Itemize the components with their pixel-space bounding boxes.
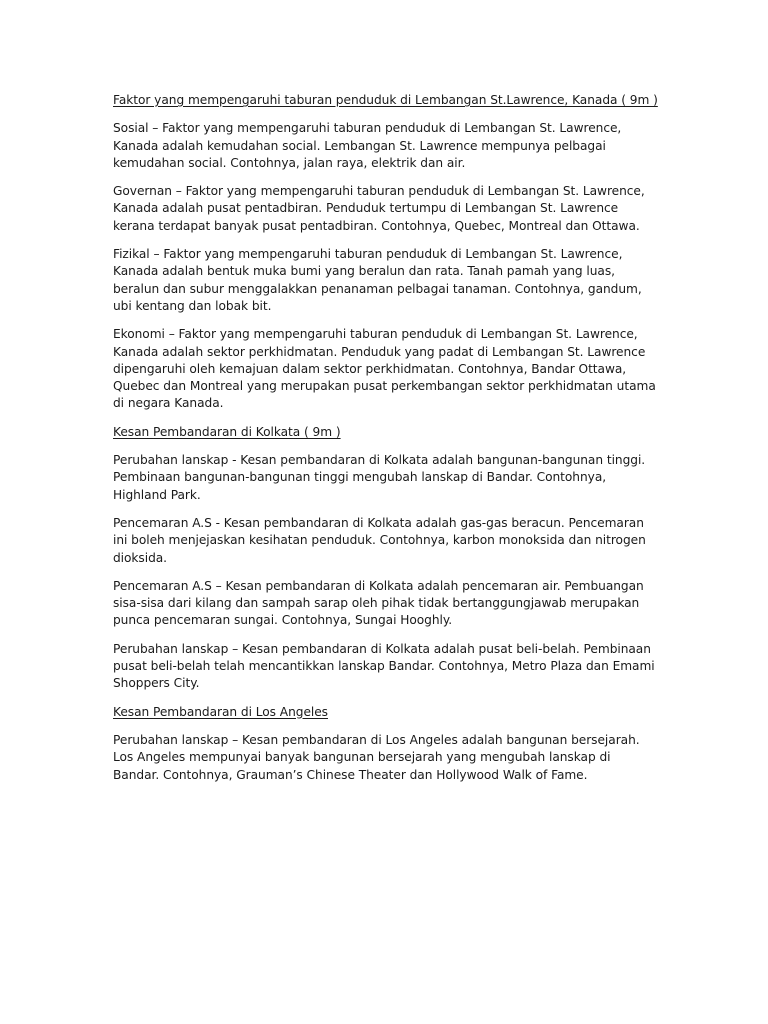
paragraph-los-angeles-landscape: Perubahan lanskap – Kesan pembandaran di Los Angeles adalah bangunan bersejarah. Los Angeles mempunyai banyak bangunan bersejarah yang mengubah lanskap di Bandar. Contohnya, Grauman’s Chinese Theater dan Hollywood Walk of Fame. bbox=[113, 732, 640, 782]
paragraph-kolkata-shopping-centres: Perubahan lanskap – Kesan pembandaran di Kolkata adalah pusat beli-belah. Pembinaan pusat beli-belah telah mencantikkan lanskap Bandar. Contohnya, Metro Plaza dan Emami Shoppers City. bbox=[113, 641, 655, 691]
document-body bbox=[113, 92, 658, 795]
paragraph-kolkata-air-pollution: Pencemaran A.S - Kesan pembandaran di Kolkata adalah gas-gas beracun. Pencemaran ini boleh menjejaskan kesihatan penduduk. Contohnya, karbon monoksida dan nitrogen dioksida. bbox=[113, 515, 646, 565]
paragraph-ekonomi: Ekonomi – Faktor yang mempengaruhi taburan penduduk di Lembangan St. Lawrence, Kanada adalah sektor perkhidmatan. Penduduk yang padat di Lembangan St. Lawrence dipengaruhi oleh kemajuan dalam sektor perkhidmatan. Contohnya, Bandar Ottawa, Quebec dan Montreal yang merupakan pusat perkembangan sektor perkhidmatan utama di negara Kanada. bbox=[113, 327, 656, 411]
paragraph-kolkata-landscape-buildings: Perubahan lanskap - Kesan pembandaran di Kolkata adalah bangunan-bangunan tinggi. Pembinaan bangunan-bangunan tinggi mengubah lanskap di Bandar. Contohnya, Highland Park. bbox=[113, 453, 646, 502]
paragraph-fizikal: Fizikal – Faktor yang mempengaruhi taburan penduduk di Lembangan St. Lawrence, Kanada adalah bentuk muka bumi yang beralun dan rata. Tanah pamah yang luas, beralun dan subur menggalakkan penanaman pelbagai tanaman. Contohnya, gandum, ubi kentang dan lobak bit. bbox=[113, 247, 642, 313]
heading-kolkata-effects: Kesan Pembandaran di Kolkata ( 9m ) bbox=[113, 424, 341, 439]
paragraph-sosial: Sosial – Faktor yang mempengaruhi taburan penduduk di Lembangan St. Lawrence, Kanada adalah kemudahan social. Lembangan St. Lawrence mempunya pelbagai kemudahan social. Contohnya, jalan raya, elektrik dan air. bbox=[113, 121, 622, 170]
heading-st-lawrence-factors: Faktor yang mempengaruhi taburan penduduk di Lembangan St.Lawrence, Kanada ( 9m ) bbox=[113, 93, 658, 107]
paragraph-governan: Governan – Faktor yang mempengaruhi taburan penduduk di Lembangan St. Lawrence, Kanada adalah pusat pentadbiran. Penduduk tertumpu di Lembangan St. Lawrence kerana terdapat banyak pusat pentadbiran. Contohnya, Quebec, Montreal dan Ottawa. bbox=[113, 184, 645, 233]
paragraph-kolkata-water-pollution: Pencemaran A.S – Kesan pembandaran di Kolkata adalah pencemaran air. Pembuangan sisa-sisa dari kilang dan sampah sarap oleh pihak tidak bertanggungjawab merupakan punca pencemaran sungai. Contohnya, Sungai Hooghly. bbox=[113, 578, 644, 628]
heading-los-angeles-effects: Kesan Pembandaran di Los Angeles bbox=[113, 704, 328, 719]
